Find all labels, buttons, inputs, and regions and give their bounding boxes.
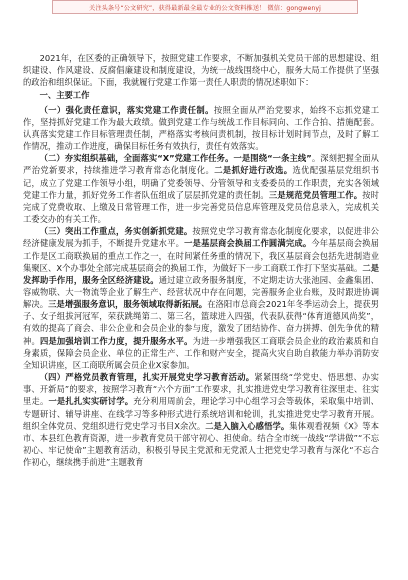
item-3-point-1-title: 一是基层商会换届工作圆满完成。 [184,238,312,249]
item-1-paragraph [23,104,379,153]
item-3-intro: 按照党史学习教育常态化制度化要求，以促进非公经济健康发展为抓手，不断提升党建水平。 [23,226,379,249]
item-2-paragraph [23,152,379,225]
item-3-point-3-title: 三是增强服务意识，服务领域取得新拓展。 [48,299,208,310]
item-3-point-4-text: 为进一步增强我区工商联会员企业的政治素质和自身素质，保障会员企业、单位的正常生产、工作和财产安全，提高火灾自助自救能力举办消防安全知识讲座，区工商联所属会员企业X家参加。 [23,335,379,370]
item-2-heading: （二）夯实组织基础，全面落实“X”党建工作任务。 [39,153,234,164]
item-4-intro: 紧紧围绕“学党史、悟思想、办实事、开新局”的要求，按照学习教育“六个方面”工作要求，扎实推进党史学习教育往深里走、往实里走。 [23,372,379,407]
item-3-point-2-text: 通过建立政务服务制度，不定期走访大张池园、金鑫集团、容威物联、大一物流等企业了解生产、经营状况中存在问题，完善服务企业台账，及时跟进协调解决。 [23,274,379,310]
item-4-point-1-title: 一是扎扎实实研讨学。 [48,396,134,407]
header-banner[interactable] [52,0,358,14]
item-2-point-1-title: 一是围绕“一条主线” [233,153,312,164]
item-3-point-4-title: 四是加强培训工作力度，提升服务水平。 [39,335,193,346]
banner-text: 关注头条号“公文研究”，获得最新最全最专业的公文资料推送！ 微信：gongwenyj [89,4,321,12]
item-2-point-2-title: 二是抓好进行改选。 [214,165,293,176]
item-1-body: 按照全面从严治党要求，始终不忘抓党建工作，坚持抓好党建工作为最大政绩。做到党建工作与统战工作目标同向、工作合拍、措施配套。认真落实党建工作目标管理责任制，严格落实考核问责机制，按目标计划时间节点，及时了解工作情况，推动工作进度，确保目标任务有效执行，责任有效落实。 [23,104,379,152]
item-2-point-1-text: 。深刻把握全面从严治党新要求，持续推进学习教育常态化制度化。 [23,153,379,176]
item-4-heading: （四）严格党员教育管理，扎实开展党史学习教育活动。 [39,372,255,383]
item-4-point-1-text: 充分利用周前会，理论学习中心组学习会等载体，采取集中培训、专题研讨、辅导讲座、在线学习等多种形式进行系统培训和轮训，扎实推进党史学习教育开展。组织全体党员、党组织进行党史学习书目X余次。 [23,396,379,431]
item-2-point-2-text: 选优配强基层党组织书记，成立了党建工作领导小组，明确了党委领导、分管领导和支委委员的工作职责，充实各领域党建工作力量，抓好党务工作者队伍组成了层层抓党建的责任制。 [23,165,379,200]
item-2-point-3-text: 按时完成了党费收取、上缴及日常管理工作，进一步完善党员信息库管理及党员信息录入，完成机关工委交办的有关工作。 [23,189,379,225]
intro-paragraph: 2021年，在区委的正确领导下，按照党建工作要求，不断加强机关党员干部的思想建设、组织建设、作风建设、反腐倡廉建设和制度建设，为统一战线围绕中心，服务大局工作提供了坚强的政治和组织保证。下面，我就履行党建工作第一责任人职责的情况述职如下： [23,53,379,88]
item-3-paragraph [23,225,379,371]
item-4-point-2-text: 集体观看视频《X》等本市、本县红色教育资源，进一步教育党员干部守初心、担使命。结合全市统一战线“学讲做”“不忘初心、牢记使命”主题教育活动，积极引导民主党派和无党派人士把党史学习教育与深化“不忘合作初心，继续携手前进”主题教育 [23,420,379,468]
item-3-point-1-text: 今年基层商会换届工作是区工商联换届的重点工作之一，在时间紧任务重的情况下，我区基层商会包括先进制造业集聚区、X个办事处全部完成基层商会的换届工作，为做好下一步工商联工作打下坚实基础。 [23,238,379,273]
item-3-point-3-text: 在洛阳市总商会2021年冬季运动会上，提获男子、女子组拔河冠军，荣获跳绳第二、第三名，篮球进入四强，代表队获得“体育道德风尚奖”，有效的提高了商会、非公企业和会员企业的参与度，激发了团结协作、奋力拼搏、创先争优的精神。 [23,299,379,346]
item-3-heading: （三）突出工作重点，务实创新抓党建。 [39,226,193,237]
document-body [23,52,379,468]
item-2-point-3-title: 三是规范党员管理工作。 [268,189,363,200]
item-4-paragraph [23,371,379,468]
item-1-heading: （一）强化责任意识，落实党建工作责任制。 [39,104,214,115]
section-heading: 一、主要工作 [39,90,90,101]
item-3-point-2-title: 二是发挥助手作用，服务全区经济建设。 [23,262,379,285]
item-4-point-2-title: 二是入脑入心感悟学。 [205,420,290,431]
